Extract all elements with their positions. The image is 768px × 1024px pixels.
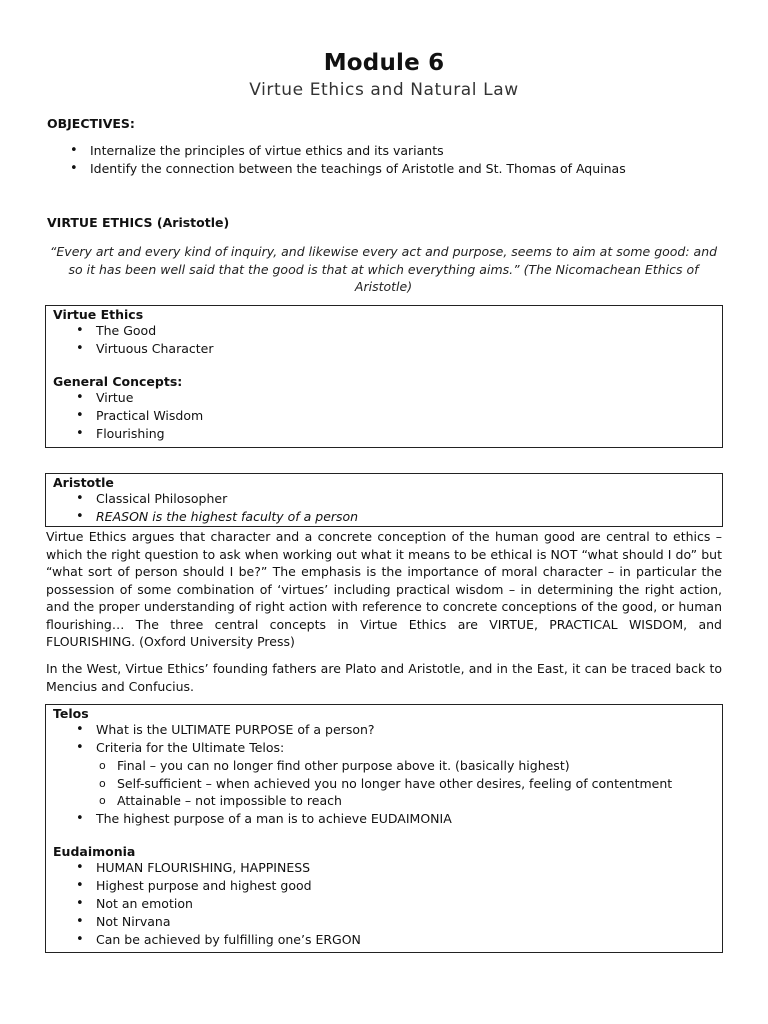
box-heading: Telos	[53, 706, 89, 721]
list-item: • Not an emotion	[68, 895, 672, 913]
objectives-heading: OBJECTIVES:	[47, 116, 135, 131]
list-item: • The Good	[68, 322, 213, 340]
telos-list	[68, 721, 672, 757]
eudaimonia-heading: Eudaimonia	[53, 843, 136, 859]
general-concepts-list	[68, 389, 213, 443]
list-item: • The highest purpose of a man is to achieve EUDAIMONIA	[68, 810, 672, 828]
list-item: • Flourishing	[68, 425, 213, 443]
list-item: • HUMAN FLOURISHING, HAPPINESS	[68, 859, 672, 877]
virtue-ethics-list	[68, 322, 213, 358]
box-heading: Virtue Ethics	[53, 307, 144, 322]
list-item: • Practical Wisdom	[68, 407, 213, 425]
list-item: • Virtue	[68, 389, 213, 407]
objectives-list	[62, 142, 626, 178]
aristotle-list	[68, 490, 358, 526]
criteria-list	[93, 757, 672, 810]
founders-paragraph: In the West, Virtue Ethics’ founding fathers are Plato and Aristotle, and in the East, it can be traced back to Mencius and Confucius.	[46, 661, 722, 694]
telos-box	[45, 704, 723, 953]
objective-item: • Identify the connection between the teachings of Aristotle and St. Thomas of Aquinas	[62, 160, 626, 178]
virtue-ethics-heading: VIRTUE ETHICS (Aristotle)	[47, 215, 230, 230]
aristotle-box	[45, 473, 723, 527]
criteria-item: o Self-sufficient – when achieved you no longer have other desires, feeling of contentment	[93, 775, 672, 793]
eudaimonia-list	[68, 859, 672, 949]
criteria-item: o Attainable – not impossible to reach	[93, 792, 672, 810]
virtue-ethics-box	[45, 305, 723, 448]
telos-list-end	[68, 810, 672, 828]
list-item: • Not Nirvana	[68, 913, 672, 931]
list-item: • REASON is the highest faculty of a person	[68, 508, 358, 526]
module-title: Module 6	[323, 50, 445, 76]
quote-source: (The Nicomachean Ethics of Aristotle)	[354, 261, 699, 294]
criteria-item: o Final – you can no longer find other purpose above it. (basically highest)	[93, 757, 672, 775]
general-concepts-heading: General Concepts:	[53, 374, 183, 389]
box-heading: Aristotle	[53, 475, 114, 490]
list-item: • Virtuous Character	[68, 340, 213, 358]
list-item: • Highest purpose and highest good	[68, 877, 672, 895]
list-item: • Criteria for the Ultimate Telos:	[68, 739, 672, 757]
virtue-ethics-paragraph: Virtue Ethics argues that character and a concrete conception of the human good are central to ethics – which the right question to ask when working out what it means to be ethical is NOT “what should I do” but “what sort of person should I be?” The emphasis is the importance of moral character – in particular the possession of some combination of ‘virtues’ including practical wisdom – in determining the right action, and the proper understanding of right action with reference to concrete conceptions of the good, or human flourishing… The three central concepts in Virtue Ethics are VIRTUE, PRACTICAL WISDOM, and FLOURISHING. (Oxford University Press)	[46, 529, 722, 649]
objective-item: • Internalize the principles of virtue ethics and its variants	[62, 142, 626, 160]
list-item: • What is the ULTIMATE PURPOSE of a person?	[68, 721, 672, 739]
module-subtitle: Virtue Ethics and Natural Law	[249, 80, 519, 100]
aristotle-quote	[47, 243, 720, 296]
list-item: • Classical Philosopher	[68, 490, 358, 508]
list-item: • Can be achieved by fulfilling one’s ERGON	[68, 931, 672, 949]
quote-text: “Every art and every kind of inquiry, and likewise every act and purpose, seems to aim at some good: and so it has been well said that the good is that at which everything aims.”	[49, 244, 718, 277]
